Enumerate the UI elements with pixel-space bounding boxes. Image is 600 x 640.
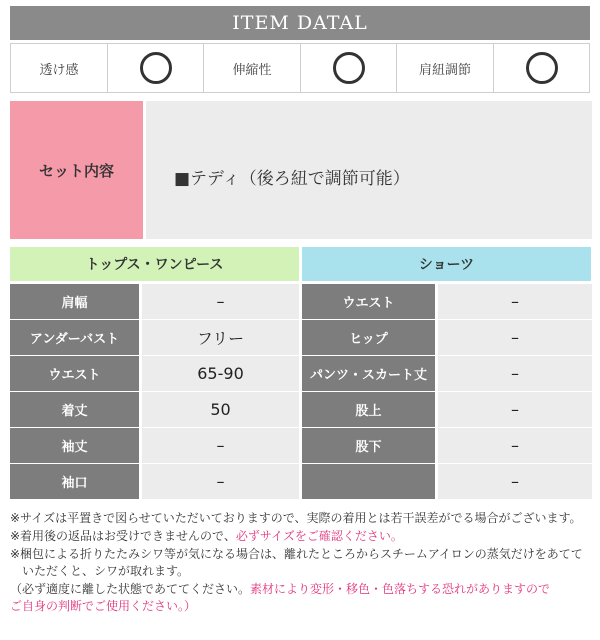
feature-label-stretch: 伸縮性 — [204, 44, 301, 92]
note-line-2-text: ※着用後の返品はお受けできませんので、 — [10, 529, 236, 543]
note-line-5-text: （必ず適度に離した状態であててください。 — [10, 582, 251, 596]
note-line-2 — [10, 527, 403, 544]
shorts-label-waist: ウエスト — [302, 284, 435, 319]
note-line-6: ご自身の判断でご使用ください。） — [10, 599, 197, 613]
shorts-value-hip: – — [438, 320, 592, 355]
tops-value-sleeve: – — [142, 428, 299, 463]
feature-label-sheer: 透け感 — [11, 44, 108, 92]
shorts-label-pants-length: パンツ・スカート丈 — [302, 356, 435, 391]
set-contents-box — [146, 101, 592, 239]
feature-label-strap: 肩紐調節 — [397, 44, 494, 92]
note-line-5 — [10, 580, 550, 597]
tops-label-sleeve: 袖丈 — [10, 428, 139, 463]
shorts-value-pants-length: – — [438, 356, 592, 391]
tops-label-cuff: 袖口 — [10, 464, 139, 499]
circle-icon — [140, 52, 172, 84]
circle-icon — [333, 52, 365, 84]
tops-value-cuff: – — [142, 464, 299, 499]
item-data-header: ITEM DATAL — [10, 6, 590, 40]
circle-icon — [526, 52, 558, 84]
shorts-value-rise: – — [438, 392, 592, 427]
tops-label-shoulder: 肩幅 — [10, 284, 139, 319]
feature-value-sheer — [108, 44, 204, 92]
tops-label-underbust: アンダーバスト — [10, 320, 139, 355]
shorts-value-inseam: – — [438, 428, 592, 463]
shorts-label-empty — [302, 464, 435, 499]
feature-row — [10, 43, 590, 93]
note-line-5-warning: 素材により変形・移色・色落ちする恐れがありますので — [250, 582, 551, 596]
set-contents-text: ■テディ（後ろ紐で調節可能） — [174, 169, 410, 189]
feature-value-stretch — [301, 44, 397, 92]
note-line-2-warning: 必ずサイズをご確認ください。 — [235, 529, 403, 543]
tops-label-length: 着丈 — [10, 392, 139, 427]
tops-value-length: 50 — [142, 392, 299, 427]
tops-value-waist: 65-90 — [142, 356, 299, 391]
note-line-4: いただくと、シワが取れます。 — [22, 564, 190, 578]
feature-value-strap — [494, 44, 589, 92]
shorts-value-waist: – — [438, 284, 592, 319]
tops-value-underbust: フリー — [142, 320, 299, 355]
tops-table-header: トップス・ワンピース — [10, 247, 299, 281]
tops-value-shoulder: – — [142, 284, 299, 319]
note-line-1: ※サイズは平置きで図らせていただいておりますので、実際の着用とは若干誤差がでる場合がございます。 — [10, 511, 582, 525]
set-contents-label: セット内容 — [10, 101, 143, 239]
tops-label-waist: ウエスト — [10, 356, 139, 391]
shorts-table-header: ショーツ — [302, 247, 591, 281]
note-line-3: ※梱包による折りたたみシワ等が気になる場合は、離れたところからスチームアイロンの蒸気だけをあてて — [10, 547, 583, 561]
shorts-label-inseam: 股下 — [302, 428, 435, 463]
shorts-value-empty: – — [438, 464, 592, 499]
shorts-label-hip: ヒップ — [302, 320, 435, 355]
shorts-label-rise: 股上 — [302, 392, 435, 427]
